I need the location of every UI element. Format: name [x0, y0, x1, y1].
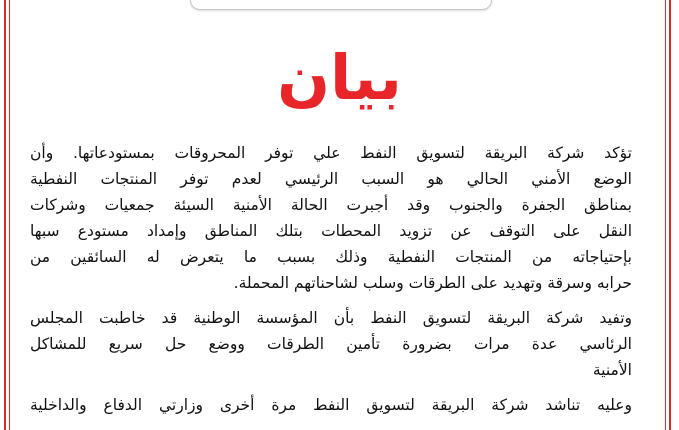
paragraph-1 [30, 140, 632, 296]
text-line: تؤكد شركة البريقة لتسويق النفط علي توفر المحروقات بمستودعاتها. وأن [30, 144, 632, 162]
paragraph-2 [30, 305, 632, 383]
text-line: بإحتياجاته من المنتجات النفطية وذلك بسبب ما يتعرض له السائقين من [30, 248, 632, 266]
text-line: حرابه وسرقة وتهديد على الطرقات وسلب لشاحناتهم المحملة. [233, 274, 632, 292]
letterhead-box [190, 0, 492, 10]
statement-title: بيان [277, 41, 402, 114]
paragraph-3 [30, 392, 632, 418]
text-line: النقل على التوقف عن تزويد المحطات بتلك المناطق وإمداد مستودع سبها [30, 222, 632, 240]
text-line: الوضع الأمني الحالي هو السبب الرئيسي لعدم توفر المنتجات النفطية [30, 170, 632, 188]
statement-body [30, 140, 632, 427]
text-line: وتفيد شركة البريقة لتسويق النفط بأن المؤسسة الوطنية قد خاطبت المجلس [30, 309, 632, 327]
text-line: بمناطق الجفرة والجنوب وقد أجبرت الحالة الأمنية السيئة جمعيات وشركات [30, 196, 632, 214]
text-line: وعليه تناشد شركة البريقة لتسويق النفط مرة أخرى وزارتي الدفاع والداخلية [30, 396, 632, 414]
text-line: الأمنية [592, 361, 632, 379]
text-line: الرئاسي عدة مرات بضرورة تأمين الطرقات ووضع حل سريع للمشاكل [30, 335, 632, 353]
